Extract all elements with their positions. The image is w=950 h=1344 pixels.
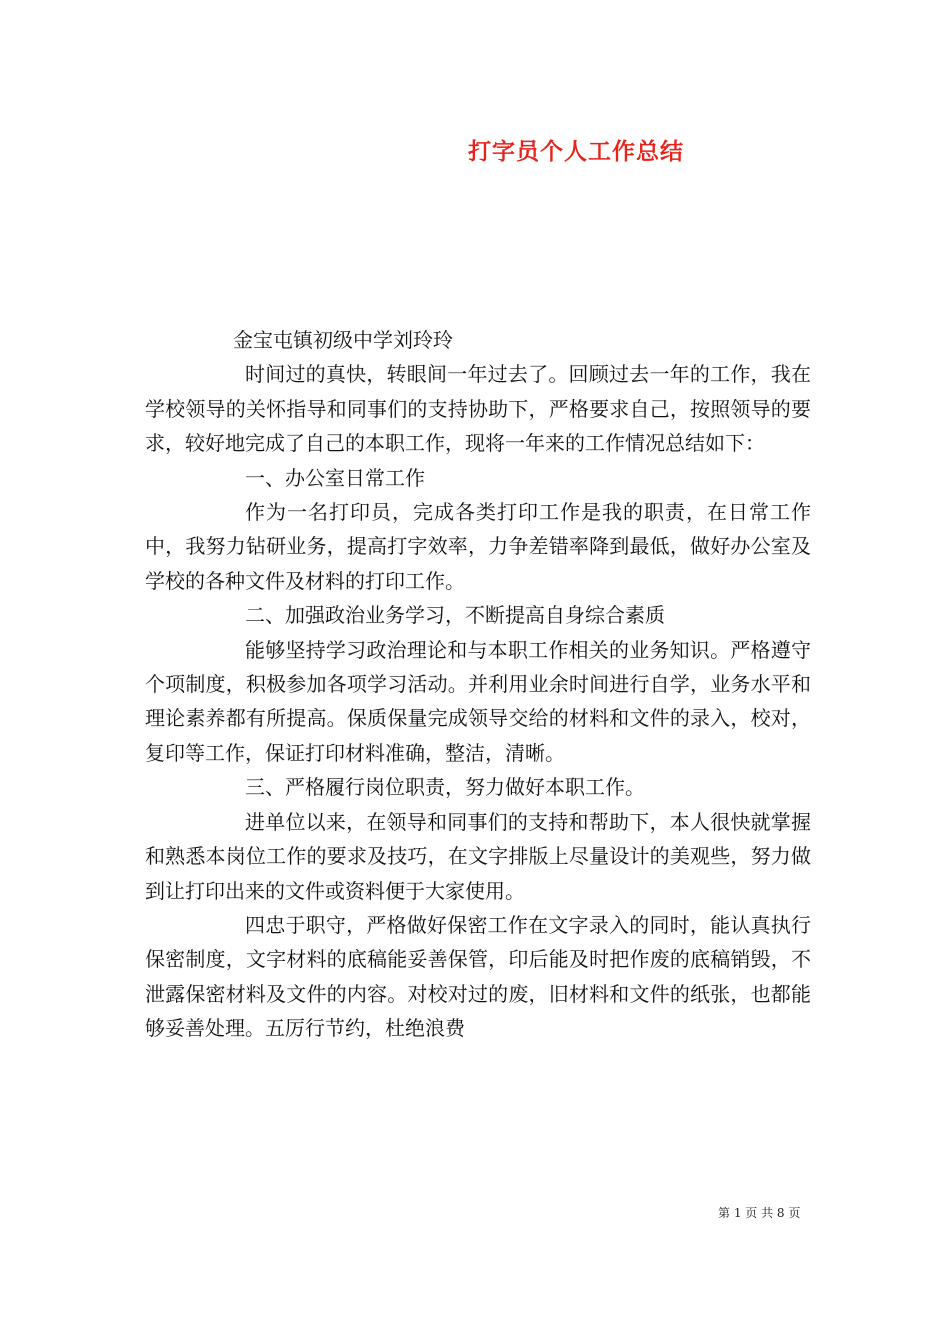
paragraph-section-3: 进单位以来，在领导和同事们的支持和帮助下，本人很快就掌握和熟悉本岗位工作的要求及技巧，在文字排版上尽量设计的美观些，努力做到让打印出来的文件或资料便于大家使用。 <box>145 809 811 903</box>
section-heading-1: 一、办公室日常工作 <box>245 465 425 490</box>
document-title: 打字员个人工作总结 <box>468 138 684 165</box>
paragraph-section-1: 作为一名打印员，完成各类打印工作是我的职责，在日常工作中，我努力钻研业务，提高打字效率，力争差错率降到最低，做好办公室及学校的各种文件及材料的打印工作。 <box>145 500 811 593</box>
author-line: 金宝屯镇初级中学刘玲玲 <box>233 328 453 352</box>
paragraph-section-2: 能够坚持学习政治理论和与本职工作相关的业务知识。严格遵守个项制度，积极参加各项学习活动。并利用业余时间进行自学，业务水平和理论素养都有所提高。保质保量完成领导交给的材料和文件的录入，校对，复印等工作，保证打印材料准确，整洁，清晰。 <box>145 637 811 765</box>
document-body <box>145 323 811 1046</box>
section-heading-2: 二、加强政治业务学习，不断提高自身综合素质 <box>245 603 665 628</box>
paragraph-intro: 时间过的真快，转眼间一年过去了。回顾过去一年的工作，我在学校领导的关怀指导和同事们的支持协助下，严格要求自己，按照领导的要求，较好地完成了自己的本职工作，现将一年来的工作情况总结如下： <box>145 362 811 456</box>
section-heading-3: 三、严格履行岗位职责，努力做好本职工作。 <box>245 775 645 800</box>
paragraph-section-4: 四忠于职守，严格做好保密工作在文字录入的同时，能认真执行保密制度，文字材料的底稿能妥善保管，印后能及时把作废的底稿销毁，不泄露保密材料及文件的内容。对校对过的废，旧材料和文件的纸张，也都能够妥善处理。五厉行节约，杜绝浪费 <box>145 912 811 1041</box>
page-number-footer: 第 1 页 共 8 页 <box>718 1206 801 1220</box>
